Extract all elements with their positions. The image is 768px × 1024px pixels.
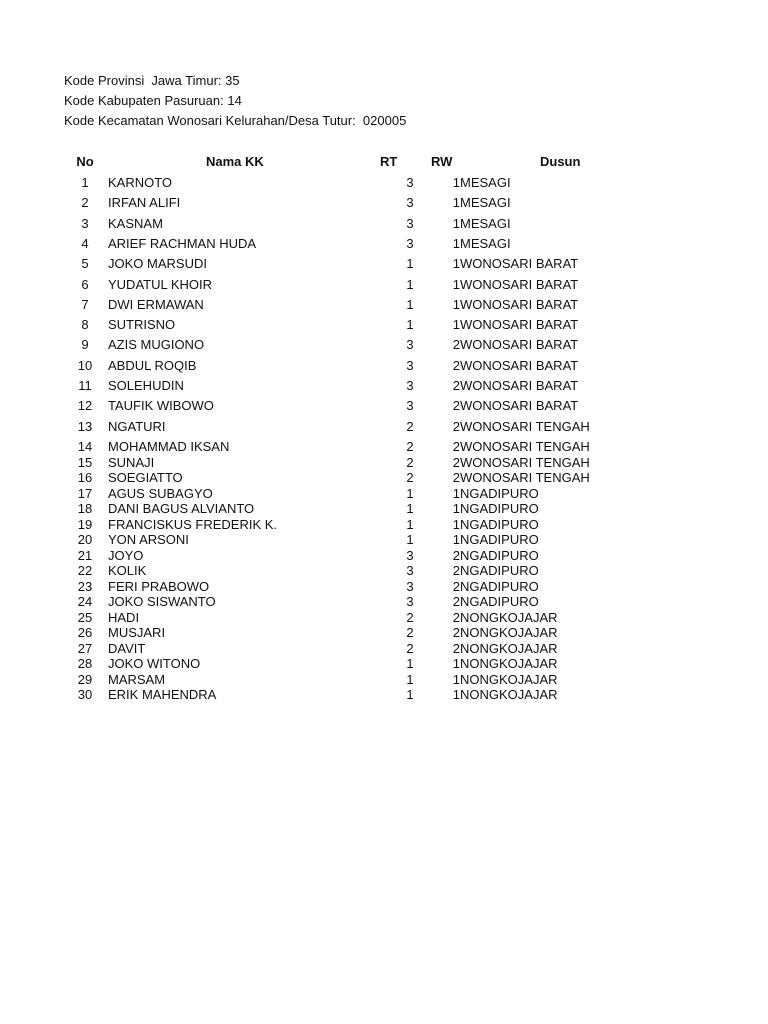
cell-dusun: WONOSARI BARAT <box>460 398 579 414</box>
cell-dusun: MESAGI <box>460 215 511 231</box>
table-row <box>0 486 768 502</box>
cell-no: 6 <box>81 276 89 292</box>
table-row <box>0 216 768 232</box>
cell-rw: 1 <box>452 501 460 516</box>
cell-nama: SUNAJI <box>108 454 155 470</box>
cell-rw: 1 <box>452 276 460 292</box>
cell-no: 19 <box>77 516 93 532</box>
table-row <box>0 317 768 333</box>
cell-nama: JOKO WITONO <box>108 656 201 671</box>
cell-rw: 2 <box>452 594 460 609</box>
cell-rt: 2 <box>406 418 414 434</box>
cell-no: 9 <box>81 337 89 353</box>
cell-dusun: NGADIPURO <box>460 594 539 609</box>
cell-rt: 3 <box>406 175 414 190</box>
cell-rt: 3 <box>406 357 414 373</box>
cell-rw: 1 <box>452 175 460 190</box>
table-row <box>0 625 768 641</box>
cell-rt: 3 <box>406 547 414 563</box>
cell-no: 25 <box>77 609 93 625</box>
cell-rt: 3 <box>406 215 414 231</box>
table-row <box>0 610 768 626</box>
cell-rw: 1 <box>452 195 460 211</box>
cell-rw: 2 <box>452 640 460 656</box>
cell-rt: 2 <box>406 640 414 656</box>
cell-no: 15 <box>77 454 93 470</box>
cell-no: 4 <box>81 235 89 251</box>
cell-no: 20 <box>77 532 93 547</box>
table-row <box>0 548 768 564</box>
cell-rw: 1 <box>452 256 460 272</box>
cell-dusun: WONOSARI TENGAH <box>460 418 590 434</box>
cell-dusun: WONOSARI BARAT <box>460 276 579 292</box>
cell-dusun: WONOSARI TENGAH <box>460 470 590 485</box>
cell-dusun: WONOSARI TENGAH <box>460 454 590 470</box>
cell-rw: 2 <box>452 378 460 393</box>
cell-rw: 2 <box>452 418 460 434</box>
cell-no: 8 <box>81 317 89 333</box>
cell-rt: 2 <box>406 625 414 640</box>
cell-rw: 1 <box>452 215 460 231</box>
cell-rt: 1 <box>406 276 414 292</box>
cell-nama: KARNOTO <box>108 175 173 190</box>
cell-no: 2 <box>81 195 89 211</box>
cell-rt: 1 <box>406 485 414 501</box>
cell-nama: YON ARSONI <box>108 532 189 547</box>
cell-no: 14 <box>77 439 93 454</box>
cell-dusun: MESAGI <box>460 175 511 190</box>
cell-rw: 1 <box>452 656 460 671</box>
table-row <box>0 398 768 414</box>
table-row <box>0 687 768 703</box>
cell-nama: DAVIT <box>108 640 146 656</box>
cell-rw: 1 <box>452 532 460 547</box>
cell-nama: AZIS MUGIONO <box>108 337 205 353</box>
cell-nama: SOLEHUDIN <box>108 378 184 393</box>
cell-dusun: WONOSARI TENGAH <box>460 439 590 454</box>
cell-nama: DANI BAGUS ALVIANTO <box>108 501 255 516</box>
cell-dusun: MESAGI <box>460 235 511 251</box>
table-row <box>0 656 768 672</box>
cell-rt: 1 <box>406 516 414 532</box>
cell-nama: MUSJARI <box>108 625 166 640</box>
cell-rt: 3 <box>406 195 414 211</box>
cell-rw: 2 <box>452 357 460 373</box>
table-row <box>0 579 768 595</box>
cell-rw: 2 <box>452 439 460 454</box>
cell-nama: YUDATUL KHOIR <box>108 276 213 292</box>
cell-rw: 2 <box>452 563 460 578</box>
table-row <box>0 501 768 517</box>
cell-no: 13 <box>77 418 93 434</box>
cell-no: 18 <box>77 501 93 516</box>
cell-no: 11 <box>78 378 92 393</box>
cell-nama: NGATURI <box>108 418 166 434</box>
cell-rw: 2 <box>452 398 460 414</box>
kode-kecamatan-line: Kode Kecamatan Wonosari Kelurahan/Desa Tutur: 020005 <box>64 113 407 128</box>
table-row <box>0 439 768 455</box>
cell-rw: 2 <box>452 578 460 594</box>
cell-rw: 2 <box>452 625 460 640</box>
cell-dusun: WONOSARI BARAT <box>460 256 579 272</box>
cell-rw: 1 <box>452 687 460 702</box>
cell-rt: 3 <box>406 398 414 414</box>
cell-rw: 2 <box>452 609 460 625</box>
cell-nama: KASNAM <box>108 215 163 231</box>
table-row <box>0 236 768 252</box>
cell-rt: 3 <box>406 235 414 251</box>
cell-no: 29 <box>77 671 93 687</box>
cell-nama: FRANCISKUS FREDERIK K. <box>108 516 278 532</box>
cell-rw: 1 <box>452 235 460 251</box>
cell-nama: SOEGIATTO <box>108 470 183 485</box>
cell-rt: 1 <box>406 296 414 312</box>
column-header-rt: RT <box>380 154 398 169</box>
cell-dusun: WONOSARI BARAT <box>460 317 579 333</box>
column-header-rw: RW <box>431 154 453 169</box>
cell-rt: 1 <box>406 671 414 687</box>
cell-nama: ABDUL ROQIB <box>108 357 197 373</box>
cell-no: 10 <box>77 357 93 373</box>
cell-rw: 2 <box>452 547 460 563</box>
cell-nama: HADI <box>108 609 140 625</box>
table-row <box>0 419 768 435</box>
cell-rw: 1 <box>452 485 460 501</box>
cell-dusun: NGADIPURO <box>460 547 539 563</box>
cell-nama: ARIEF RACHMAN HUDA <box>108 235 257 251</box>
cell-rt: 1 <box>406 532 414 547</box>
cell-rt: 2 <box>406 439 414 454</box>
cell-nama: JOYO <box>108 547 144 563</box>
cell-no: 16 <box>77 470 93 485</box>
cell-rt: 1 <box>406 256 414 272</box>
cell-nama: ERIK MAHENDRA <box>108 687 217 702</box>
cell-dusun: NGADIPURO <box>460 485 539 501</box>
cell-rw: 2 <box>452 470 460 485</box>
cell-no: 27 <box>77 640 93 656</box>
cell-nama: JOKO SISWANTO <box>108 594 216 609</box>
cell-rt: 2 <box>406 470 414 485</box>
cell-no: 1 <box>81 175 89 190</box>
cell-dusun: NGADIPURO <box>460 516 539 532</box>
cell-rw: 1 <box>452 317 460 333</box>
table-row <box>0 594 768 610</box>
cell-rt: 3 <box>406 594 414 609</box>
cell-nama: IRFAN ALIFI <box>108 195 181 211</box>
column-header-dusun: Dusun <box>540 154 581 169</box>
cell-no: 21 <box>77 547 93 563</box>
cell-rt: 1 <box>406 656 414 671</box>
cell-dusun: NONGKOJAJAR <box>460 609 558 625</box>
cell-dusun: NONGKOJAJAR <box>460 656 558 671</box>
cell-dusun: NONGKOJAJAR <box>460 625 558 640</box>
cell-dusun: NGADIPURO <box>460 501 539 516</box>
cell-rt: 3 <box>406 578 414 594</box>
cell-dusun: WONOSARI BARAT <box>460 337 579 353</box>
kode-kabupaten-line: Kode Kabupaten Pasuruan: 14 <box>64 93 242 108</box>
table-row <box>0 175 768 191</box>
cell-rw: 1 <box>452 516 460 532</box>
table-row <box>0 455 768 471</box>
cell-rt: 3 <box>406 563 414 578</box>
cell-dusun: NGADIPURO <box>460 532 539 547</box>
cell-no: 23 <box>77 578 93 594</box>
cell-dusun: NGADIPURO <box>460 563 539 578</box>
cell-no: 17 <box>77 485 93 501</box>
table-row <box>0 672 768 688</box>
cell-dusun: WONOSARI BARAT <box>460 378 579 393</box>
table-row <box>0 358 768 374</box>
cell-nama: SUTRISNO <box>108 317 176 333</box>
cell-dusun: NONGKOJAJAR <box>460 671 558 687</box>
cell-rt: 3 <box>406 337 414 353</box>
cell-nama: KOLIK <box>108 563 147 578</box>
cell-rw: 1 <box>452 671 460 687</box>
cell-no: 24 <box>77 594 93 609</box>
cell-no: 3 <box>81 215 89 231</box>
table-row <box>0 563 768 579</box>
cell-rt: 1 <box>406 501 414 516</box>
cell-rw: 1 <box>452 296 460 312</box>
table-row <box>0 297 768 313</box>
cell-no: 12 <box>77 398 93 414</box>
cell-rt: 1 <box>406 687 414 702</box>
cell-no: 26 <box>77 625 93 640</box>
cell-no: 28 <box>77 656 93 671</box>
cell-dusun: WONOSARI BARAT <box>460 357 579 373</box>
table-row <box>0 337 768 353</box>
cell-rt: 1 <box>406 317 414 333</box>
cell-rw: 2 <box>452 337 460 353</box>
cell-nama: TAUFIK WIBOWO <box>108 398 214 414</box>
cell-dusun: WONOSARI BARAT <box>460 296 579 312</box>
cell-dusun: NONGKOJAJAR <box>460 687 558 702</box>
table-row <box>0 641 768 657</box>
column-header-no: No <box>76 154 94 169</box>
column-header-nama-kk: Nama KK <box>206 154 264 169</box>
cell-nama: FERI PRABOWO <box>108 578 210 594</box>
cell-no: 30 <box>77 687 93 702</box>
cell-nama: MARSAM <box>108 671 166 687</box>
cell-no: 5 <box>81 256 89 272</box>
table-row <box>0 256 768 272</box>
cell-nama: AGUS SUBAGYO <box>108 485 213 501</box>
cell-rt: 2 <box>406 609 414 625</box>
cell-rw: 2 <box>452 454 460 470</box>
table-row <box>0 470 768 486</box>
cell-dusun: NGADIPURO <box>460 578 539 594</box>
cell-nama: MOHAMMAD IKSAN <box>108 439 230 454</box>
table-row <box>0 517 768 533</box>
cell-dusun: NONGKOJAJAR <box>460 640 558 656</box>
cell-nama: DWI ERMAWAN <box>108 296 204 312</box>
cell-nama: JOKO MARSUDI <box>108 256 207 272</box>
cell-rt: 3 <box>406 378 414 393</box>
cell-no: 7 <box>81 296 89 312</box>
table-row <box>0 195 768 211</box>
document-header <box>64 71 406 131</box>
table-row <box>0 378 768 394</box>
cell-dusun: MESAGI <box>460 195 511 211</box>
table-row <box>0 532 768 548</box>
kode-provinsi-line: Kode Provinsi Jawa Timur: 35 <box>64 73 240 88</box>
table-row <box>0 277 768 293</box>
cell-rt: 2 <box>406 454 414 470</box>
cell-no: 22 <box>77 563 93 578</box>
